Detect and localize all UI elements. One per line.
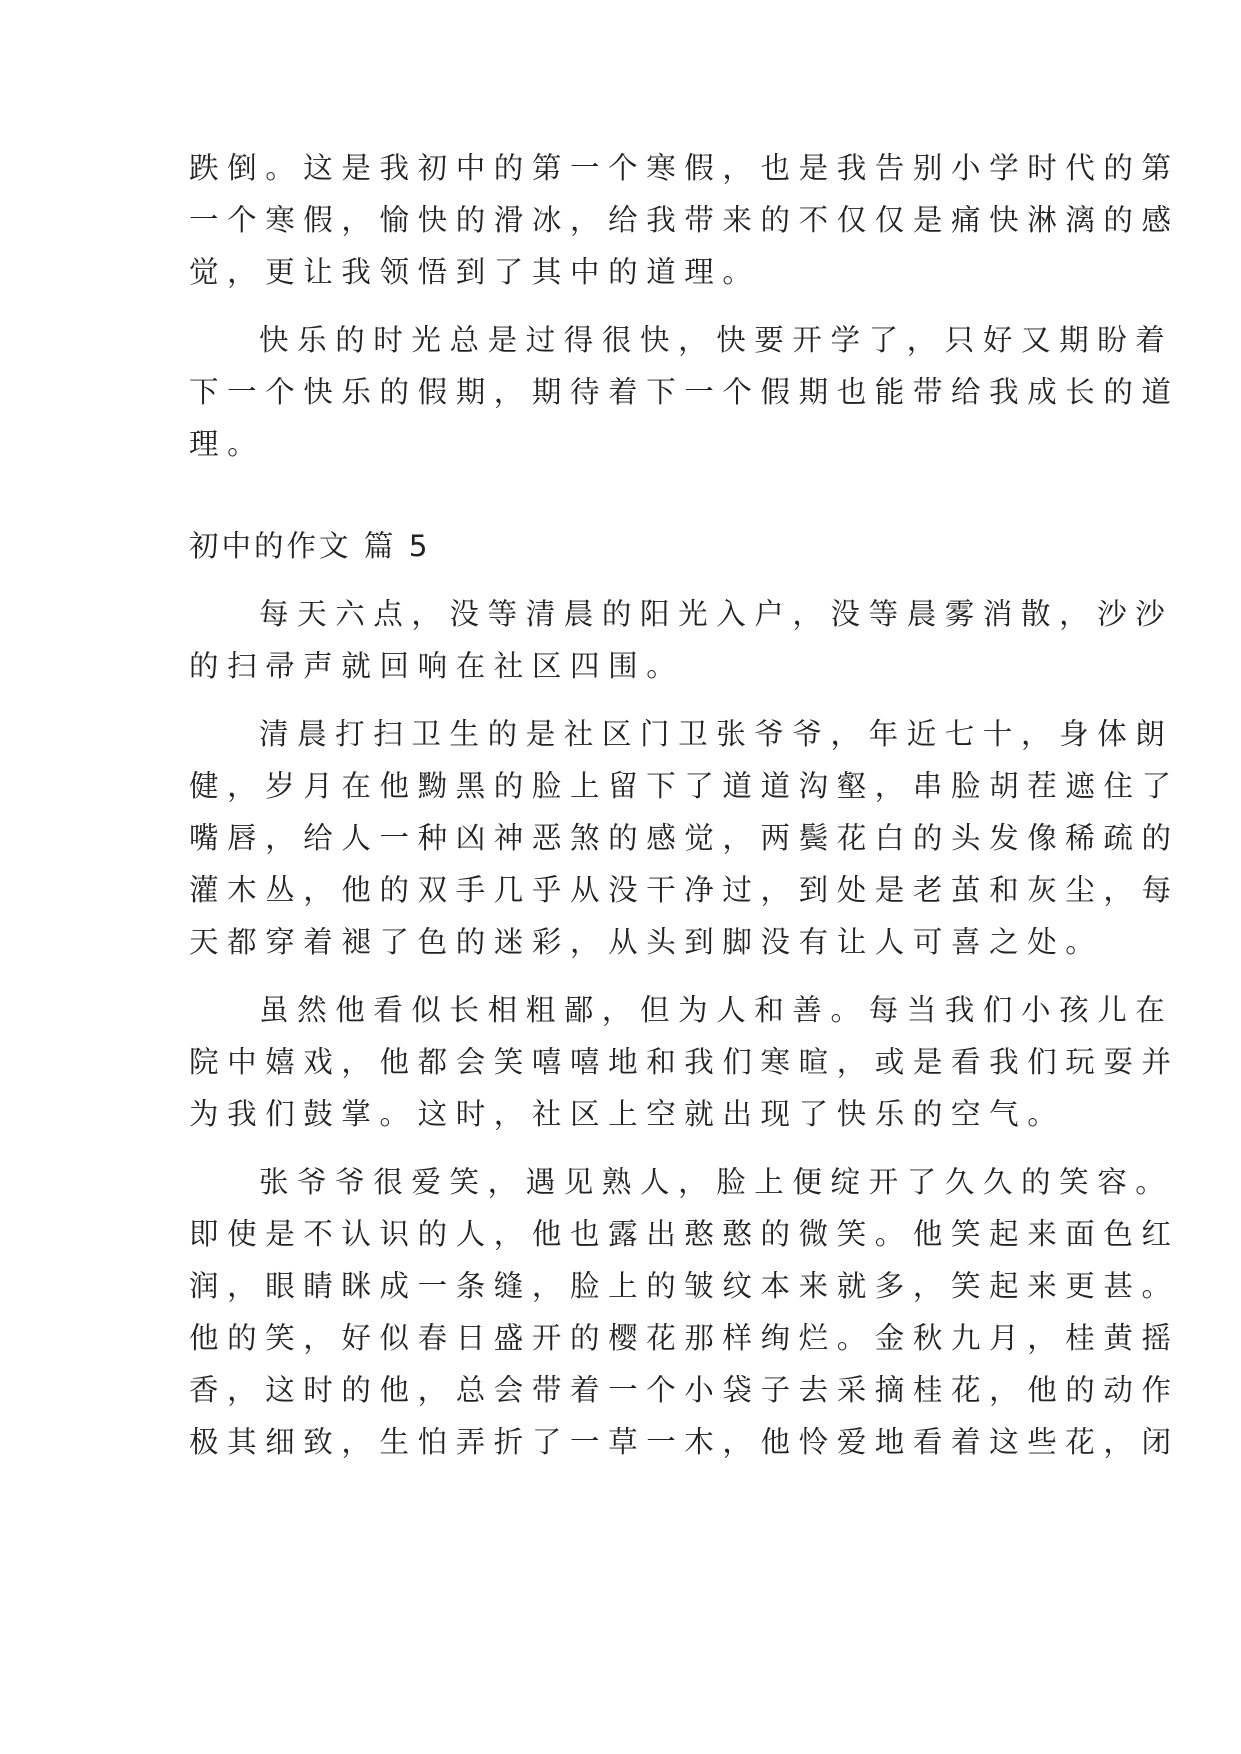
text-line: 灌木丛，他的双手几乎从没干净过，到处是老茧和灰尘，每 bbox=[189, 873, 1180, 907]
text-line: 极其细致，生怕弄折了一草一木，他怜爱地看着这些花，闭 bbox=[189, 1425, 1180, 1459]
paragraph-start: 张爷爷很爱笑，遇见熟人，脸上便绽开了久久的笑容。 bbox=[259, 1165, 1174, 1199]
text-line: 润，眼睛眯成一条缝，脸上的皱纹本来就多，笑起来更甚。 bbox=[189, 1269, 1180, 1303]
paragraph-start: 快乐的时光总是过得很快，快要开学了，只好又期盼着 bbox=[259, 323, 1174, 357]
text-line: 一个寒假，愉快的滑冰，给我带来的不仅仅是痛快淋漓的感 bbox=[189, 203, 1180, 237]
text-line: 的扫帚声就回响在社区四围。 bbox=[189, 649, 685, 683]
text-line: 下一个快乐的假期，期待着下一个假期也能带给我成长的道 bbox=[189, 375, 1180, 409]
text-line: 理。 bbox=[189, 427, 266, 461]
text-line: 香，这时的他，总会带着一个小袋子去采摘桂花，他的动作 bbox=[189, 1373, 1180, 1407]
section-heading: 初中的作文 篇 5 bbox=[189, 529, 431, 563]
text-line: 跌倒。这是我初中的第一个寒假，也是我告别小学时代的第 bbox=[189, 151, 1180, 185]
text-line: 健，岁月在他黝黑的脸上留下了道道沟壑，串脸胡茬遮住了 bbox=[189, 769, 1180, 803]
text-line: 院中嬉戏，他都会笑嘻嘻地和我们寒暄，或是看我们玩耍并 bbox=[189, 1045, 1180, 1079]
text-line: 为我们鼓掌。这时，社区上空就出现了快乐的空气。 bbox=[189, 1097, 1066, 1131]
text-line: 嘴唇，给人一种凶神恶煞的感觉，两鬓花白的头发像稀疏的 bbox=[189, 821, 1180, 855]
paragraph-start: 清晨打扫卫生的是社区门卫张爷爷，年近七十，身体朗 bbox=[259, 717, 1174, 751]
paragraph-start: 每天六点，没等清晨的阳光入户，没等晨雾消散，沙沙 bbox=[259, 597, 1174, 631]
text-line: 觉，更让我领悟到了其中的道理。 bbox=[189, 255, 761, 289]
text-line: 天都穿着褪了色的迷彩，从头到脚没有让人可喜之处。 bbox=[189, 925, 1104, 959]
text-line: 他的笑，好似春日盛开的樱花那样绚烂。金秋九月，桂黄摇 bbox=[189, 1321, 1180, 1355]
paragraph-start: 虽然他看似长相粗鄙，但为人和善。每当我们小孩儿在 bbox=[259, 993, 1174, 1027]
text-line: 即使是不认识的人，他也露出憨憨的微笑。他笑起来面色红 bbox=[189, 1217, 1180, 1251]
